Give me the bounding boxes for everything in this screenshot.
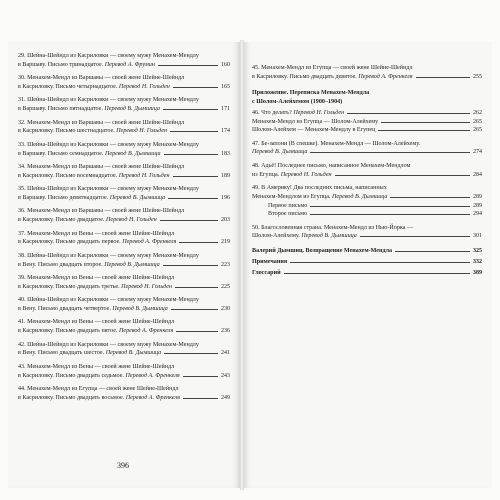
leader-line [168, 198, 218, 199]
toc-entry-line: 38. Шейна-Шейндл из Касриловки — своему мужу Менахем-Мендлу [18, 252, 199, 259]
page-ref: 249 [221, 394, 230, 401]
toc-entry-line: 32. Менахем-Мендл из Варшавы — своей жене Шейне-Шейндл [18, 119, 185, 126]
translator-credit: Перевод Н. Гольден [121, 283, 172, 290]
bleed-through-text [300, 420, 460, 429]
toc-entry-line: в Касриловку. Письмо двадцать седьмое. Перевод А. Френкеля [18, 372, 180, 379]
leader-line [183, 398, 218, 399]
page-ref: 289 [473, 202, 482, 209]
toc-entry-line: 40. Шейна-Шейндл из Касриловки — своему мужу Менахем-Мендлу [18, 297, 199, 304]
toc-entry-line: 39. Менахем-Мендл из Вены — своей жене Шейне-Шейндл [18, 275, 175, 282]
toc-entry [18, 52, 230, 69]
toc-subentry: Первое письмо [268, 202, 308, 209]
toc-entry-47 [252, 140, 482, 157]
toc-entry-line: 48. Адьё! Последнее письмо, написанное Менахем-Мендлом [252, 162, 411, 169]
leader-line [310, 206, 470, 207]
translator-credit: Перевод А. Фрумин [104, 61, 155, 68]
toc-afterword: Валерий Дымшиц. Возвращение Менахем-Мендла 325 [252, 248, 482, 255]
page-ref: 274 [473, 149, 482, 156]
page-ref: 183 [221, 150, 230, 157]
toc-entry-line: 43. Менахем-Мендл из Вены — своей жене Шейне-Шейндл [18, 363, 175, 370]
toc-subentry: Менахем-Мендл из Егупца — Шолом-Алейхему [252, 118, 379, 125]
leader-line [179, 242, 218, 243]
leader-line [163, 109, 218, 110]
translator-credit: Перевод В. Дымшица [105, 150, 161, 157]
page-ref: 189 [221, 172, 230, 179]
leader-line [360, 236, 470, 237]
translator-credit: Перевод В. Дымшица [104, 261, 160, 268]
toc-entry-line: 30. Менахем-Мендл из Варшавы — своей жене Шейне-Шейндл [18, 75, 185, 82]
leader-line [164, 154, 219, 155]
translator-credit: Перевод В. Дымшица [332, 193, 388, 200]
page-ref: 332 [473, 258, 482, 265]
toc-entry-line: Шолом-Алейхему. Перевод В. Дымшица [252, 233, 357, 240]
leader-line [175, 287, 218, 288]
translator-credit: Перевод В. Дымшица [109, 194, 166, 201]
leader-line [310, 152, 470, 153]
translator-credit: Перевод Н. Гольден [293, 109, 345, 116]
leader-line [173, 176, 218, 177]
page-ref: 203 [221, 217, 230, 224]
page-ref: 284 [473, 171, 482, 178]
leader-line [347, 113, 470, 114]
toc-entry-line: в Касриловку. Письмо четырнадцатое. Перевод Н. Гольден [18, 83, 170, 90]
toc-entry-line: Менахем-Мендлом из Егупца. Перевод В. Дымшица [252, 193, 388, 200]
translator-credit: Перевод В. Дымшица [104, 106, 160, 113]
toc-entry-line: 31. Шейна-Шейндл из Касриловки — своему мужу Менахем-Мендлу [18, 97, 199, 104]
toc-entry [18, 318, 230, 335]
toc-entry-line: 47. Бе-запони (В спешке). Менахем-Мендл — Шолом-Алейхему. [252, 140, 421, 147]
toc-entry-line: 29. Шейна-Шейндл из Касриловки — своему мужу Менахем-Мендлу [18, 53, 199, 59]
toc-entry-line: в Касриловку. Письмо двадцать восьмое. Перевод А. Френкеля [18, 394, 180, 401]
toc-entry-45 [252, 64, 482, 81]
translator-credit: Перевод В. Дымшица [301, 233, 357, 240]
leader-line [284, 273, 470, 274]
toc-subentry: Шолом-Алейхем — Менахем-Мендлу в Егупец [252, 127, 376, 134]
toc-entry-46 [252, 109, 482, 135]
leader-line [176, 331, 218, 332]
toc-entry-line: в Варшаву. Письмо пятнадцатое. Перевод В. Дымшица [18, 106, 160, 113]
leader-line [170, 131, 218, 132]
toc-entry [18, 230, 230, 247]
toc-entry-line: 34. Менахем-Мендл из Варшавы — своей жене Шейне-Шейндл [18, 164, 185, 171]
translator-credit: Перевод Н. Гольден [116, 128, 168, 135]
translator-credit: Перевод А. Френкеля [125, 372, 180, 379]
page-ref: 265 [473, 127, 482, 134]
page-ref: 325 [473, 248, 482, 255]
toc-entry-line: в Варшаву. Письмо девятнадцатое. Перевод В. Дымшица [18, 194, 166, 201]
leader-line [416, 77, 470, 78]
page-ref: 241 [221, 350, 230, 357]
toc-entry [18, 141, 230, 158]
toc-entry [18, 74, 230, 91]
toc-entry-line: 33. Шейна-Шейндл из Касриловки — своему мужу Менахем-Мендлу [18, 141, 199, 148]
leader-line [390, 197, 470, 198]
toc-entry-line: в Касриловку. Письмо двадцатое. Перевод Н. Гольден [18, 217, 157, 224]
page-ref: 389 [473, 269, 482, 276]
toc-entry-line: в Вену. Письмо двадцать четвертое. Перевод В. Дымшица [18, 305, 168, 312]
toc-entry-line: в Касриловку. Письмо двадцать третье. Перевод Н. Гольден [18, 283, 172, 290]
page-ref: 160 [221, 61, 230, 68]
translator-credit: Перевод А. Френкеля [119, 328, 174, 335]
leader-line [158, 65, 218, 66]
toc-entry [18, 296, 230, 313]
toc-notes: Примечания 332 [252, 258, 482, 265]
toc-entry [18, 363, 230, 380]
toc-entry-line: в Вену. Письмо двадцать второе. Перевод В. Дымшица [18, 261, 160, 268]
toc-entry-line: 42. Шейна-Шейндл из Касриловки — своему мужу Менахем-Мендлу [18, 341, 199, 348]
appendix-heading: Приложение. Переписка Менахем-Мендла с Шолом-Алейхемом (1900–1904) [252, 90, 370, 106]
translator-credit: Перевод Н. Гольден [118, 83, 170, 90]
leader-line [335, 175, 470, 176]
leader-line [171, 309, 218, 310]
toc-entry-line: 50. Благословенная страна. Менахем-Мендл из Нью-Йорка — [252, 224, 414, 231]
toc-entry-line: 49. В Америку! Два последних письма, написанных [252, 185, 387, 192]
leader-line [183, 376, 218, 377]
toc-entry [18, 163, 230, 180]
toc-entry-line: в Касриловку. Письмо двадцать девятое. Перевод А. Френкеля [252, 73, 413, 80]
toc-entry [18, 341, 230, 358]
leader-line [378, 130, 470, 131]
leader-line [163, 265, 218, 266]
toc-entry-48 [252, 162, 482, 179]
page-ref: 262 [473, 109, 482, 116]
page-ref: 301 [473, 233, 482, 240]
page-ref: 171 [221, 106, 230, 113]
right-toc-column [252, 64, 482, 279]
page-ref: 196 [221, 194, 230, 201]
toc-entry-line: в Касриловку. Письмо шестнадцатое. Перевод Н. Гольден [18, 128, 168, 135]
toc-entry-line: в Варшаву. Письмо семнадцатое. Перевод В. Дымшица [18, 150, 161, 157]
page-ref: 174 [221, 128, 230, 135]
page-ref: 265 [473, 118, 482, 125]
page-ref: 230 [221, 305, 230, 312]
toc-entry-line: в Касриловку. Письмо двадцать первое. Перевод А. Френкеля [18, 239, 177, 246]
translator-credit: Перевод Н. Гольден [118, 172, 170, 179]
left-toc-column [18, 52, 230, 407]
translator-credit: Перевод Н. Гольден [280, 171, 332, 178]
page-number: 396 [117, 461, 129, 470]
leader-line [290, 262, 470, 263]
page-ref: 294 [473, 211, 482, 218]
leader-line [164, 353, 218, 354]
page-ref: 225 [221, 283, 230, 290]
toc-entry-line: 41. Менахем-Мендл из Вены — своей жене Шейне-Шейндл [18, 319, 175, 326]
toc-entry [18, 274, 230, 291]
page-ref: 165 [221, 83, 230, 90]
toc-entry-line: в Касриловку. Письмо двадцать пятое. Перевод А. Френкеля [18, 328, 174, 335]
toc-entry [18, 207, 230, 224]
translator-credit: Перевод Н. Гольден [105, 217, 157, 224]
toc-entry-line: 36. Менахем-Мендл из Варшавы — своей жене Шейне-Шейндл [18, 208, 185, 215]
toc-entry [18, 96, 230, 113]
toc-entry [18, 185, 230, 202]
page-ref: 255 [473, 73, 482, 80]
toc-entry-line: в Варшаву. Письмо тринадцатое. Перевод А. Фрумин [18, 61, 155, 68]
toc-entry-line: 35. Шейна-Шейндл из Касриловки — своему мужу Менахем-Мендлу [18, 186, 199, 193]
page-ref: 223 [221, 261, 230, 268]
leader-line [160, 220, 218, 221]
toc-entry-line: 46. Что делать? Перевод Н. Гольден [252, 109, 345, 116]
toc-subentry: Второе письмо [268, 211, 307, 218]
translator-credit: Перевод А. Френкеля [125, 394, 180, 401]
toc-entry [18, 252, 230, 269]
toc-entry-line: в Касриловку. Письмо восемнадцатое. Перевод Н. Гольден [18, 172, 170, 179]
page-ref: 219 [221, 239, 230, 246]
toc-entry-line: 45. Менахем-Мендл из Егупца — своей жене Шейне-Шейндл [252, 65, 413, 71]
toc-entry-50 [252, 224, 482, 241]
leader-line [310, 214, 470, 215]
page-ref: 243 [221, 372, 230, 379]
leader-line [173, 87, 218, 88]
page-ref: 236 [221, 328, 230, 335]
page-ref: 289 [473, 193, 482, 200]
toc-glossary: Глоссарий 389 [252, 269, 482, 276]
leader-line [395, 251, 470, 252]
translator-credit: Перевод В. Дымшица [112, 305, 168, 312]
translator-credit: Перевод А. Френкеля [358, 73, 413, 80]
toc-entry-line: 37. Менахем-Мендл из Вены — своей жене Шейне-Шейндл [18, 230, 175, 237]
toc-entry [18, 385, 230, 402]
toc-entry-line: в Вену. Письмо двадцать шестое. Перевод В. Дымшица [18, 350, 162, 357]
translator-credit: Перевод В. Дымшица [105, 350, 162, 357]
leader-line [381, 122, 470, 123]
toc-entry-49 [252, 184, 482, 219]
translator-credit: Перевод В. Дымшица [252, 149, 308, 156]
toc-entry [18, 119, 230, 136]
translator-credit: Перевод А. Френкеля [122, 239, 177, 246]
toc-entry-line: из Егупца. Перевод Н. Гольден [252, 171, 332, 178]
toc-entry-line: 44. Менахем-Мендл из Егупца — своей жене Шейне-Шейндл [18, 386, 179, 393]
